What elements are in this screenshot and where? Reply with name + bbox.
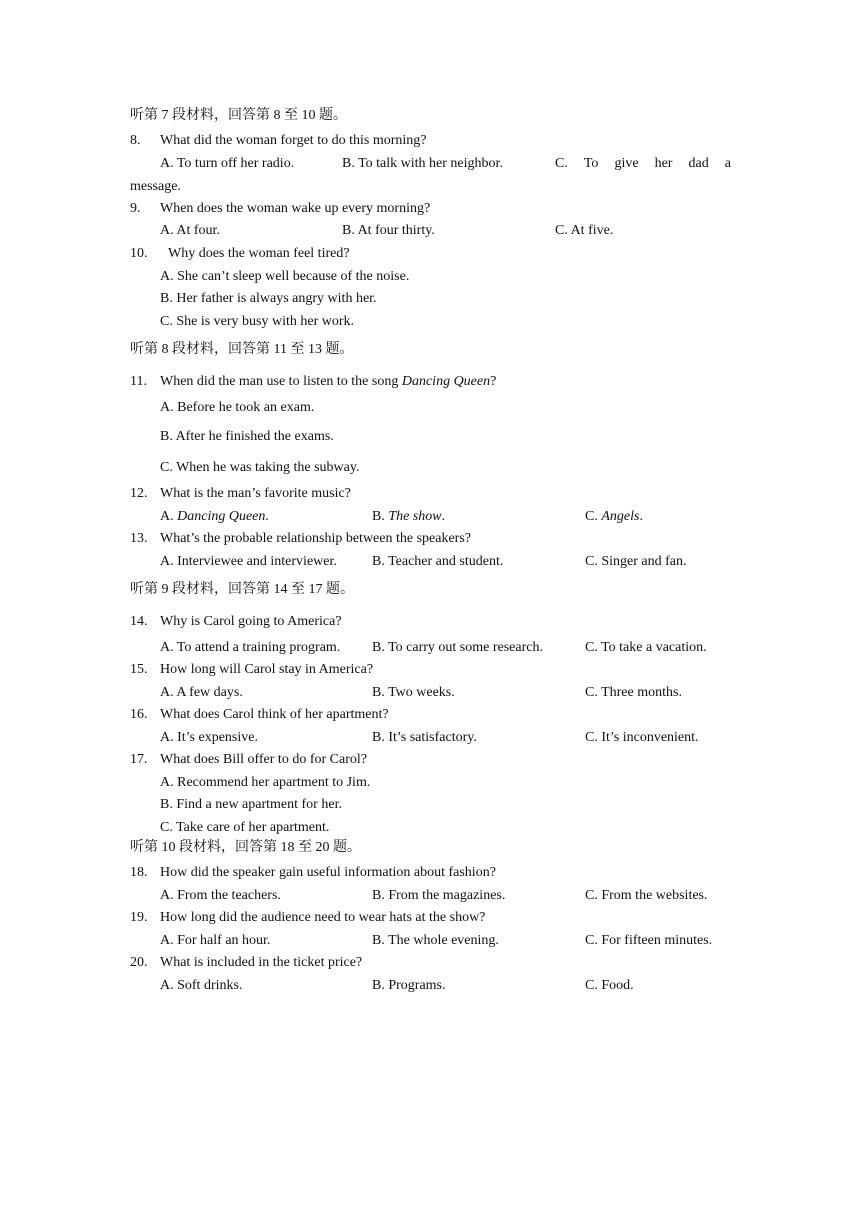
option-title: The show	[388, 509, 442, 524]
option-c-word: C.	[555, 156, 568, 171]
option-a: A. At four.	[160, 223, 220, 238]
song-title: Dancing Queen	[401, 374, 491, 389]
option-prefix: A.	[160, 509, 178, 524]
option-a: A. It’s expensive.	[160, 730, 258, 745]
question-number: 18.	[130, 865, 148, 880]
option-a: A. Soft drinks.	[160, 978, 243, 993]
option-b: B. Programs.	[372, 978, 446, 993]
question-number: 16.	[130, 707, 148, 722]
option-c	[555, 155, 731, 173]
section-heading: 听第 9 段材料，回答第 14 至 17 题。	[130, 582, 354, 597]
option-a: A. To attend a training program.	[160, 640, 341, 655]
question-number: 8.	[130, 133, 141, 148]
option-c: C. For fifteen minutes.	[585, 933, 713, 948]
option-c: C. From the websites.	[585, 888, 708, 903]
option-c: C. It’s inconvenient.	[585, 730, 699, 745]
option-title: Dancing Queen	[177, 509, 266, 524]
option-a: A. Interviewee and interviewer.	[160, 554, 337, 569]
option-suffix: .	[441, 509, 446, 524]
question-text: What does Bill offer to do for Carol?	[160, 752, 367, 767]
question-number: 15.	[130, 662, 148, 677]
option-title: Angels	[601, 509, 640, 524]
option-c-word: To	[583, 156, 599, 171]
question-mark: ?	[490, 374, 497, 389]
option-c: C. She is very busy with her work.	[160, 314, 355, 329]
option-c: C. To take a vacation.	[585, 640, 707, 655]
option-c: C. When he was taking the subway.	[160, 460, 360, 475]
question-text: What’s the probable relationship between the speakers?	[160, 531, 471, 546]
option-b: B. At four thirty.	[342, 223, 435, 238]
option-c: C. Take care of her apartment.	[160, 820, 330, 835]
option-b: B. The whole evening.	[372, 933, 499, 948]
question-text: Why does the woman feel tired?	[168, 246, 350, 261]
section-heading: 听第 10 段材料，回答第 18 至 20 题。	[130, 840, 361, 855]
section-heading: 听第 8 段材料，回答第 11 至 13 题。	[130, 342, 354, 357]
option-a	[160, 508, 269, 526]
question-text: How did the speaker gain useful information about fashion?	[160, 865, 496, 880]
option-b: B. Teacher and student.	[372, 554, 504, 569]
option-c: C. Three months.	[585, 685, 682, 700]
section-heading: 听第 7 段材料，回答第 8 至 10 题。	[130, 108, 347, 123]
question-number: 11.	[130, 374, 147, 389]
option-a: A. Recommend her apartment to Jim.	[160, 775, 371, 790]
question-text: What does Carol think of her apartment?	[160, 707, 389, 722]
option-a: A. Before he took an exam.	[160, 400, 315, 415]
option-c-word: her	[654, 156, 673, 171]
option-a: A. To turn off her radio.	[160, 156, 295, 171]
option-c: C. At five.	[555, 223, 614, 238]
option-c-word: a	[724, 156, 731, 171]
question-text	[160, 373, 496, 391]
option-c-continuation: message.	[130, 179, 181, 194]
question-text: What did the woman forget to do this morning?	[160, 133, 427, 148]
option-a: A. For half an hour.	[160, 933, 271, 948]
option-prefix: B.	[372, 509, 389, 524]
question-number: 20.	[130, 955, 148, 970]
option-b: B. Her father is always angry with her.	[160, 291, 377, 306]
question-number: 17.	[130, 752, 148, 767]
option-b: B. To carry out some research.	[372, 640, 543, 655]
option-c: C. Food.	[585, 978, 634, 993]
question-number: 10.	[130, 246, 148, 261]
question-number: 9.	[130, 201, 141, 216]
question-text: What is included in the ticket price?	[160, 955, 363, 970]
question-number: 12.	[130, 486, 148, 501]
option-b	[372, 508, 445, 526]
option-suffix: .	[265, 509, 269, 524]
option-b: B. Two weeks.	[372, 685, 455, 700]
option-suffix: .	[639, 509, 643, 524]
option-c-word: give	[614, 156, 639, 171]
question-text: When does the woman wake up every morning?	[160, 201, 431, 216]
option-c: C. Singer and fan.	[585, 554, 687, 569]
option-a: A. She can’t sleep well because of the noise.	[160, 269, 410, 284]
question-number: 19.	[130, 910, 148, 925]
option-c-word: dad	[688, 156, 709, 171]
question-number: 13.	[130, 531, 148, 546]
question-text-pre: When did the man use to listen to the song	[160, 374, 402, 389]
question-number: 14.	[130, 614, 148, 629]
option-c	[585, 508, 643, 526]
option-a: A. From the teachers.	[160, 888, 281, 903]
option-b: B. Find a new apartment for her.	[160, 797, 342, 812]
question-text: Why is Carol going to America?	[160, 614, 342, 629]
option-b: B. To talk with her neighbor.	[342, 156, 503, 171]
option-prefix: C.	[585, 509, 602, 524]
option-b: B. From the magazines.	[372, 888, 506, 903]
question-text: How long will Carol stay in America?	[160, 662, 374, 677]
option-b: B. After he finished the exams.	[160, 429, 334, 444]
option-a: A. A few days.	[160, 685, 243, 700]
question-text: What is the man’s favorite music?	[160, 486, 351, 501]
option-b: B. It’s satisfactory.	[372, 730, 477, 745]
question-text: How long did the audience need to wear hats at the show?	[160, 910, 486, 925]
